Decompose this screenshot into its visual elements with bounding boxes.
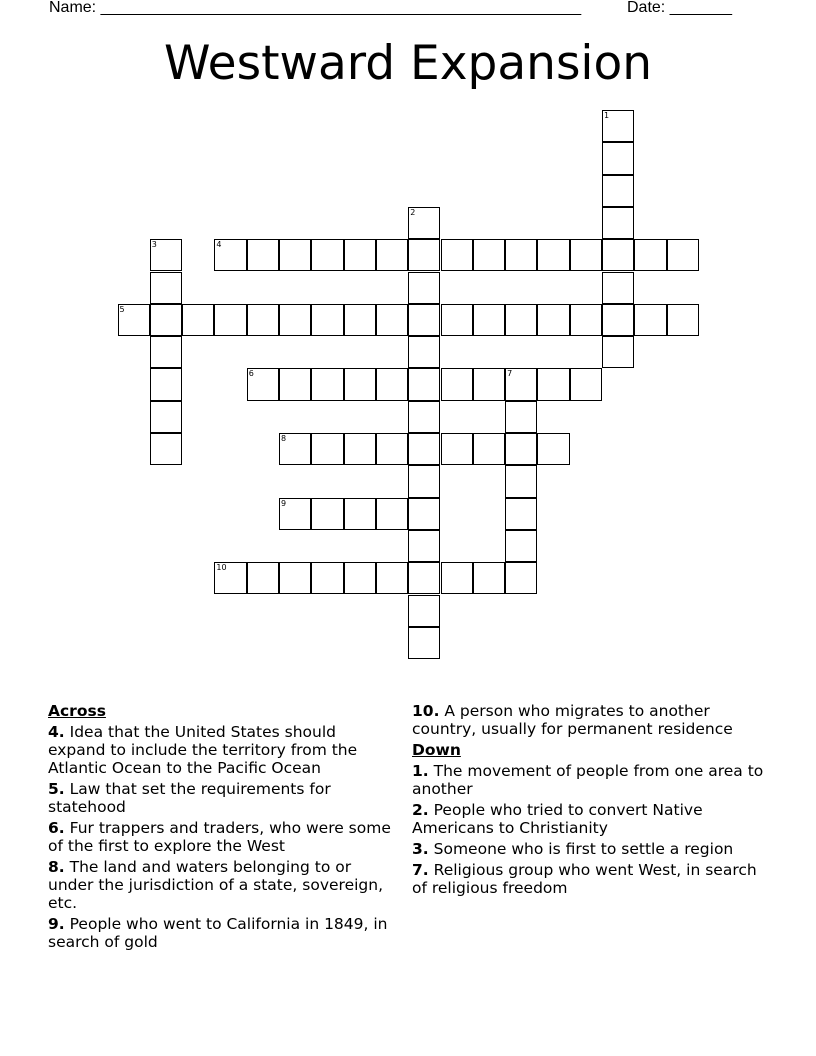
name-field-label: Name: ______________________________________________________ (49, 0, 582, 16)
across-heading: Across (48, 702, 106, 720)
grid-cell[interactable] (247, 562, 279, 594)
grid-cell[interactable] (408, 401, 440, 433)
grid-cell[interactable] (602, 207, 634, 239)
down-clue-2 (412, 801, 767, 837)
grid-cell[interactable] (602, 239, 634, 271)
grid-cell[interactable] (344, 562, 376, 594)
grid-cell[interactable] (570, 304, 602, 336)
grid-cell[interactable] (344, 498, 376, 530)
clue-number: 4. (48, 723, 65, 741)
grid-cell[interactable] (408, 368, 440, 400)
date-field-label: Date: _______ (627, 0, 732, 16)
grid-cell[interactable] (376, 368, 408, 400)
grid-cell[interactable] (150, 239, 182, 271)
clue-number: 8. (48, 858, 65, 876)
clue-text: People who tried to convert Native Americans to Christianity (412, 801, 703, 837)
grid-cell[interactable] (441, 304, 473, 336)
grid-cell[interactable] (408, 207, 440, 239)
down-clue-3 (412, 840, 767, 858)
across-clue-10 (412, 702, 767, 738)
grid-cell[interactable] (408, 627, 440, 659)
grid-cell[interactable] (247, 304, 279, 336)
clue-number: 10. (412, 702, 440, 720)
grid-cell[interactable] (150, 272, 182, 304)
clue-number-label: 7 (507, 369, 513, 379)
clue-number: 7. (412, 861, 429, 879)
clue-text: People who went to California in 1849, in search of gold (48, 915, 388, 951)
grid-cell[interactable] (150, 433, 182, 465)
grid-cell[interactable] (214, 239, 246, 271)
clue-text: The land and waters belonging to or under the jurisdiction of a state, sovereign, etc. (48, 858, 383, 912)
grid-cell[interactable] (311, 368, 343, 400)
grid-cell[interactable] (441, 562, 473, 594)
clue-text: A person who migrates to another country, usually for permanent residence (412, 702, 733, 738)
grid-cell[interactable] (602, 142, 634, 174)
grid-cell[interactable] (408, 433, 440, 465)
across-clue-5 (48, 780, 393, 816)
grid-cell[interactable] (570, 239, 602, 271)
clue-number: 5. (48, 780, 65, 798)
grid-cell[interactable] (570, 368, 602, 400)
grid-cell[interactable] (279, 498, 311, 530)
clue-number-label: 4 (216, 240, 222, 250)
grid-cell[interactable] (667, 304, 699, 336)
grid-cell[interactable] (376, 239, 408, 271)
grid-cell[interactable] (408, 465, 440, 497)
grid-cell[interactable] (150, 304, 182, 336)
grid-cell[interactable] (602, 110, 634, 142)
grid-cell[interactable] (408, 239, 440, 271)
down-clue-7 (412, 861, 767, 897)
clue-number-label: 2 (410, 207, 416, 217)
grid-cell[interactable] (505, 530, 537, 562)
grid-cell[interactable] (602, 272, 634, 304)
grid-cell[interactable] (537, 304, 569, 336)
grid-cell[interactable] (441, 368, 473, 400)
clue-text: Law that set the requirements for statehood (48, 780, 331, 816)
grid-cell[interactable] (505, 368, 537, 400)
grid-cell[interactable] (537, 239, 569, 271)
clue-number-label: 1 (604, 111, 610, 120)
grid-cell[interactable] (537, 433, 569, 465)
grid-cell[interactable] (247, 239, 279, 271)
grid-cell[interactable] (441, 433, 473, 465)
clue-number-label: 10 (216, 563, 227, 573)
grid-cell[interactable] (376, 498, 408, 530)
grid-cell[interactable] (376, 433, 408, 465)
grid-cell[interactable] (311, 433, 343, 465)
across-clue-6 (48, 819, 393, 855)
grid-cell[interactable] (634, 239, 666, 271)
grid-cell[interactable] (408, 562, 440, 594)
clue-text: Fur trappers and traders, who were some of the first to explore the West (48, 819, 391, 855)
grid-cell[interactable] (376, 562, 408, 594)
grid-cell[interactable] (344, 368, 376, 400)
clues-right-column (412, 702, 767, 900)
grid-cell[interactable] (667, 239, 699, 271)
grid-cell[interactable] (150, 401, 182, 433)
grid-cell[interactable] (408, 272, 440, 304)
clue-number-label: 6 (248, 369, 254, 379)
clue-number-label: 3 (151, 240, 157, 250)
grid-cell[interactable] (376, 304, 408, 336)
grid-cell[interactable] (537, 368, 569, 400)
grid-cell[interactable] (408, 530, 440, 562)
across-clue-8 (48, 858, 393, 912)
grid-cell[interactable] (473, 562, 505, 594)
grid-cell[interactable] (311, 562, 343, 594)
grid-cell[interactable] (602, 336, 634, 368)
grid-cell[interactable] (408, 498, 440, 530)
grid-cell[interactable] (441, 239, 473, 271)
grid-cell[interactable] (505, 304, 537, 336)
grid-cell[interactable] (344, 239, 376, 271)
clue-text: The movement of people from one area to another (412, 762, 764, 798)
grid-cell[interactable] (602, 175, 634, 207)
grid-cell[interactable] (602, 304, 634, 336)
clue-number-label: 5 (119, 304, 125, 314)
clue-text: Someone who is first to settle a region (433, 840, 734, 858)
grid-cell[interactable] (150, 368, 182, 400)
across-clue-9 (48, 915, 393, 951)
grid-cell[interactable] (505, 433, 537, 465)
grid-cell[interactable] (344, 304, 376, 336)
clue-number: 9. (48, 915, 65, 933)
clue-text: Idea that the United States should expand to include the territory from the Atlantic Ocean to the Pacific Ocean (48, 723, 358, 777)
grid-cell[interactable] (311, 304, 343, 336)
grid-cell[interactable] (247, 368, 279, 400)
puzzle-title: Westward Expansion (163, 36, 653, 91)
grid-cell[interactable] (505, 401, 537, 433)
grid-cell[interactable] (182, 304, 214, 336)
grid-cell[interactable] (311, 239, 343, 271)
clue-number: 3. (412, 840, 429, 858)
grid-cell[interactable] (214, 562, 246, 594)
grid-cell[interactable] (408, 304, 440, 336)
grid-cell[interactable] (118, 304, 150, 336)
across-clue-4 (48, 723, 393, 777)
clue-text: Religious group who went West, in search of religious freedom (412, 861, 757, 897)
grid-cell[interactable] (279, 368, 311, 400)
grid-cell[interactable] (505, 498, 537, 530)
grid-cell[interactable] (344, 433, 376, 465)
grid-cell[interactable] (505, 562, 537, 594)
down-clue-1 (412, 762, 767, 798)
grid-cell[interactable] (505, 465, 537, 497)
clues-left-column (48, 702, 393, 954)
clue-number: 6. (48, 819, 65, 837)
grid-cell[interactable] (505, 239, 537, 271)
grid-cell[interactable] (150, 336, 182, 368)
down-heading: Down (412, 741, 461, 759)
clue-number: 2. (412, 801, 429, 819)
grid-cell[interactable] (408, 336, 440, 368)
grid-cell[interactable] (473, 239, 505, 271)
grid-cell[interactable] (279, 433, 311, 465)
clue-number-label: 9 (281, 498, 287, 508)
grid-cell[interactable] (634, 304, 666, 336)
grid-cell[interactable] (473, 368, 505, 400)
grid-cell[interactable] (311, 498, 343, 530)
grid-cell[interactable] (473, 304, 505, 336)
clue-number-label: 8 (281, 434, 287, 443)
clue-number: 1. (412, 762, 429, 780)
grid-cell[interactable] (408, 595, 440, 627)
grid-cell[interactable] (279, 239, 311, 271)
grid-cell[interactable] (473, 433, 505, 465)
grid-cell[interactable] (214, 304, 246, 336)
grid-cell[interactable] (279, 304, 311, 336)
grid-cell[interactable] (279, 562, 311, 594)
